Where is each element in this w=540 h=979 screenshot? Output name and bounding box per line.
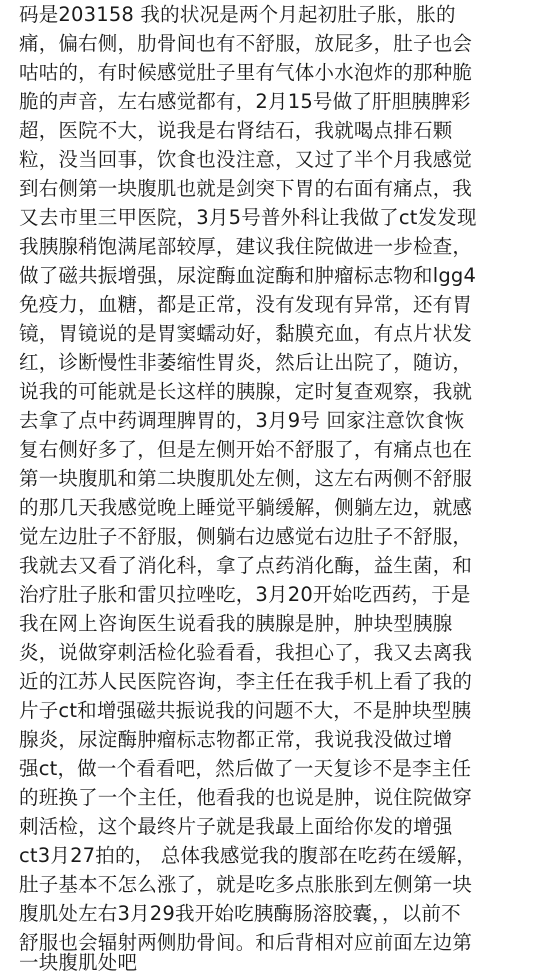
text-line: 镜，胃镜说的是胃窦蠕动好，黏膜充血，有点片状发 xyxy=(19,322,473,345)
text-line: 治疗肚子胀和雷贝拉唑吃，3月20开始吃西药，于是 xyxy=(19,583,471,606)
text-line-partial: 一块腹肌处吧 xyxy=(19,951,138,974)
text-line: 痛，偏右侧，肋骨间也有不舒服，放屁多，肚子也会 xyxy=(19,32,473,55)
text-line: 免疫力，血糖，都是正常，没有发现有异常，还有胃 xyxy=(19,293,473,316)
text-line: 红，诊断慢性非萎缩性胃炎，然后让出院了，随访， xyxy=(19,351,473,374)
text-line: 的那几天我感觉晚上睡觉平躺缓解，侧躺左边，就感 xyxy=(19,496,473,519)
text-line: 说我的可能就是长这样的胰腺，定时复查观察，我就 xyxy=(19,380,473,403)
text-line: 刺活检，这个最终片子就是我最上面给你发的增强 xyxy=(19,815,453,838)
text-line: 码是203158 我的状况是两个月起初肚子胀，胀的 xyxy=(19,3,456,26)
text-line: 觉左边肚子不舒服，侧躺右边感觉右边肚子不舒服， xyxy=(19,525,473,548)
text-line: 我在网上咨询医生说看我的胰腺是肿，肿块型胰腺 xyxy=(19,612,453,635)
text-line: ct3月27拍的， 总体我感觉我的腹部在吃药在缓解， xyxy=(19,844,476,867)
text-line: 咕咕的，有时候感觉肚子里有气体小水泡炸的那种脆 xyxy=(19,61,473,84)
text-line: 我胰腺稍饱满尾部较厚，建议我住院做进一步检查， xyxy=(19,235,473,258)
text-line: 舒服也会辐射两侧肋骨间。和后背相对应前面左边第 xyxy=(19,931,473,954)
text-line: 第一块腹肌和第二块腹肌处左侧，这左右两侧不舒服 xyxy=(19,467,473,490)
text-line: 的班换了一个主任，他看我的也说是肿，说住院做穿 xyxy=(19,786,473,809)
text-line: 腺炎，尿淀酶肿瘤标志物都正常，我说我没做过增 xyxy=(19,728,453,751)
text-line: 我就去又看了消化科，拿了点药消化酶，益生菌，和 xyxy=(19,554,473,577)
text-line: 片子ct和增强磁共振说我的问题不大，不是肿块型胰 xyxy=(19,699,472,722)
text-line: 强ct，做一个看看吧，然后做了一天复诊不是李主任 xyxy=(19,757,472,780)
text-line: 超，医院不大，说我是右肾结石，我就喝点排石颗 xyxy=(19,119,453,142)
text-line: 脆的声音，左右感觉都有，2月15号做了肝胆胰脾彩 xyxy=(19,90,471,113)
text-line: 近的江苏人民医院咨询，李主任在我手机上看了我的 xyxy=(19,670,473,693)
text-line: 到右侧第一块腹肌也就是剑突下胃的右面有痛点，我 xyxy=(19,177,473,200)
text-line: 做了磁共振增强，尿淀酶血淀酶和肿瘤标志物和lgg4 xyxy=(19,264,477,287)
text-line: 肚子基本不怎么涨了，就是吃多点胀胀到左侧第一块 xyxy=(19,873,473,896)
text-line: 炎，说做穿刺活检化验看看，我担心了，我又去离我 xyxy=(19,641,473,664)
text-line: 又去市里三甲医院，3月5号普外科让我做了ct发发现 xyxy=(19,206,477,229)
text-line: 去拿了点中药调理脾胃的，3月9号 回家注意饮食恢 xyxy=(19,409,465,432)
text-line: 腹肌处左右3月29我开始吃胰酶肠溶胶囊，，以前不 xyxy=(19,902,461,925)
text-line: 复右侧好多了，但是左侧开始不舒服了，有痛点也在 xyxy=(19,438,473,461)
text-line: 粒，没当回事，饮食也没注意，又过了半个月我感觉 xyxy=(19,148,473,171)
